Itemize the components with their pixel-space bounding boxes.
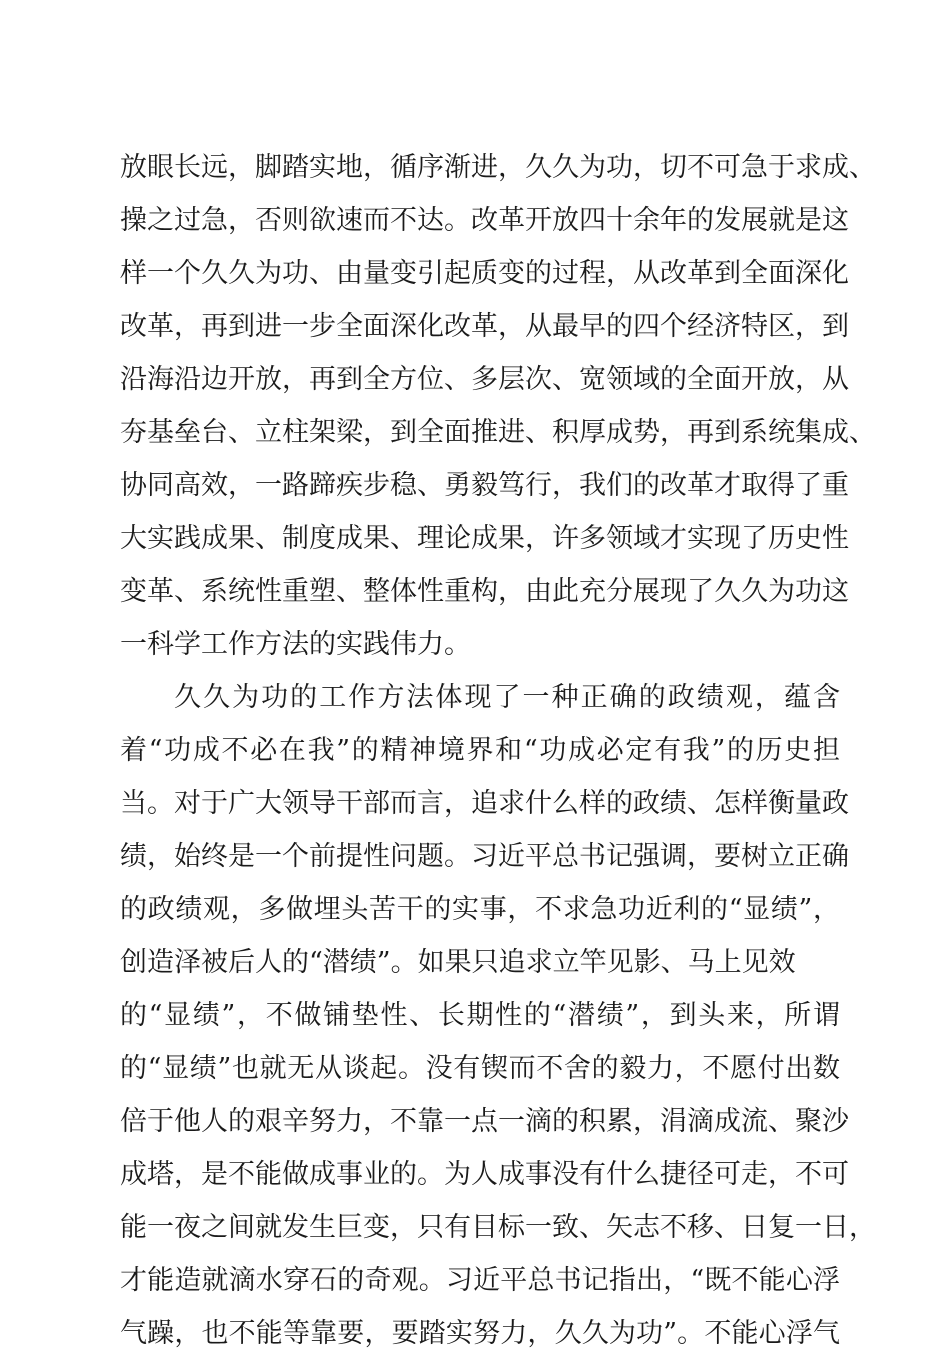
paragraph-1-line-6: 夯基垒台、立柱架梁，到全面推进、积厚成势，再到系统集成、 bbox=[120, 417, 876, 448]
paragraph-2-line-11: 能一夜之间就发生巨变，只有目标一致、矢志不移、日复一日， bbox=[120, 1212, 876, 1243]
paragraph-2-line-9: 倍于他人的艰辛努力，不靠一点一滴的积累，涓滴成流、聚沙 bbox=[120, 1106, 849, 1137]
paragraph-2-line-6: 创造泽被后人的“潜绩”。如果只追求立竿见影、马上见效 bbox=[120, 947, 796, 978]
paragraph-2-line-3: 当。对于广大领导干部而言，追求什么样的政绩、怎样衡量政 bbox=[120, 788, 849, 819]
paragraph-2-line-5: 的政绩观，多做埋头苦干的实事，不求急功近利的“显绩”， bbox=[120, 894, 840, 925]
paragraph-2-line-4: 绩，始终是一个前提性问题。习近平总书记强调，要树立正确 bbox=[120, 841, 849, 872]
paragraph-1-line-8: 大实践成果、制度成果、理论成果，许多领域才实现了历史性 bbox=[120, 523, 849, 554]
paragraph-2-line-10: 成塔，是不能做成事业的。为人成事没有什么捷径可走，不可 bbox=[120, 1159, 849, 1190]
paragraph-2-line-12: 才能造就滴水穿石的奇观。习近平总书记指出，“既不能心浮 bbox=[120, 1265, 840, 1296]
paragraph-1-line-10: 一科学工作方法的实践伟力。 bbox=[120, 629, 471, 660]
paragraph-1-line-3: 样一个久久为功、由量变引起质变的过程，从改革到全面深化 bbox=[120, 258, 849, 289]
paragraph-2-line-8: 的“显绩”也就无从谈起。没有锲而不舍的毅力，不愿付出数 bbox=[120, 1053, 840, 1084]
paragraph-2-line-7: 的“显绩”，不做铺垫性、长期性的“潜绩”，到头来，所谓 bbox=[120, 1000, 840, 1031]
paragraph-1-line-7: 协同高效，一路蹄疾步稳、勇毅笃行，我们的改革才取得了重 bbox=[120, 470, 849, 501]
paragraph-2-line-1: 久久为功的工作方法体现了一种正确的政绩观，蕴含 bbox=[174, 682, 840, 713]
paragraph-2-line-13: 气躁，也不能等靠要，要踏实努力，久久为功”。不能心浮气 bbox=[120, 1318, 840, 1349]
paragraph-1-line-2: 操之过急，否则欲速而不达。改革开放四十余年的发展就是这 bbox=[120, 205, 849, 236]
paragraph-1-line-1: 放眼长远，脚踏实地，循序渐进，久久为功，切不可急于求成、 bbox=[120, 152, 876, 183]
paragraph-1-line-9: 变革、系统性重塑、整体性重构，由此充分展现了久久为功这 bbox=[120, 576, 849, 607]
paragraph-2-line-2: 着“功成不必在我”的精神境界和“功成必定有我”的历史担 bbox=[120, 735, 840, 766]
body-text bbox=[120, 141, 876, 1360]
paragraph-1-line-5: 沿海沿边开放，再到全方位、多层次、宽领域的全面开放，从 bbox=[120, 364, 849, 395]
paragraph-1-line-4: 改革，再到进一步全面深化改革，从最早的四个经济特区，到 bbox=[120, 311, 849, 342]
